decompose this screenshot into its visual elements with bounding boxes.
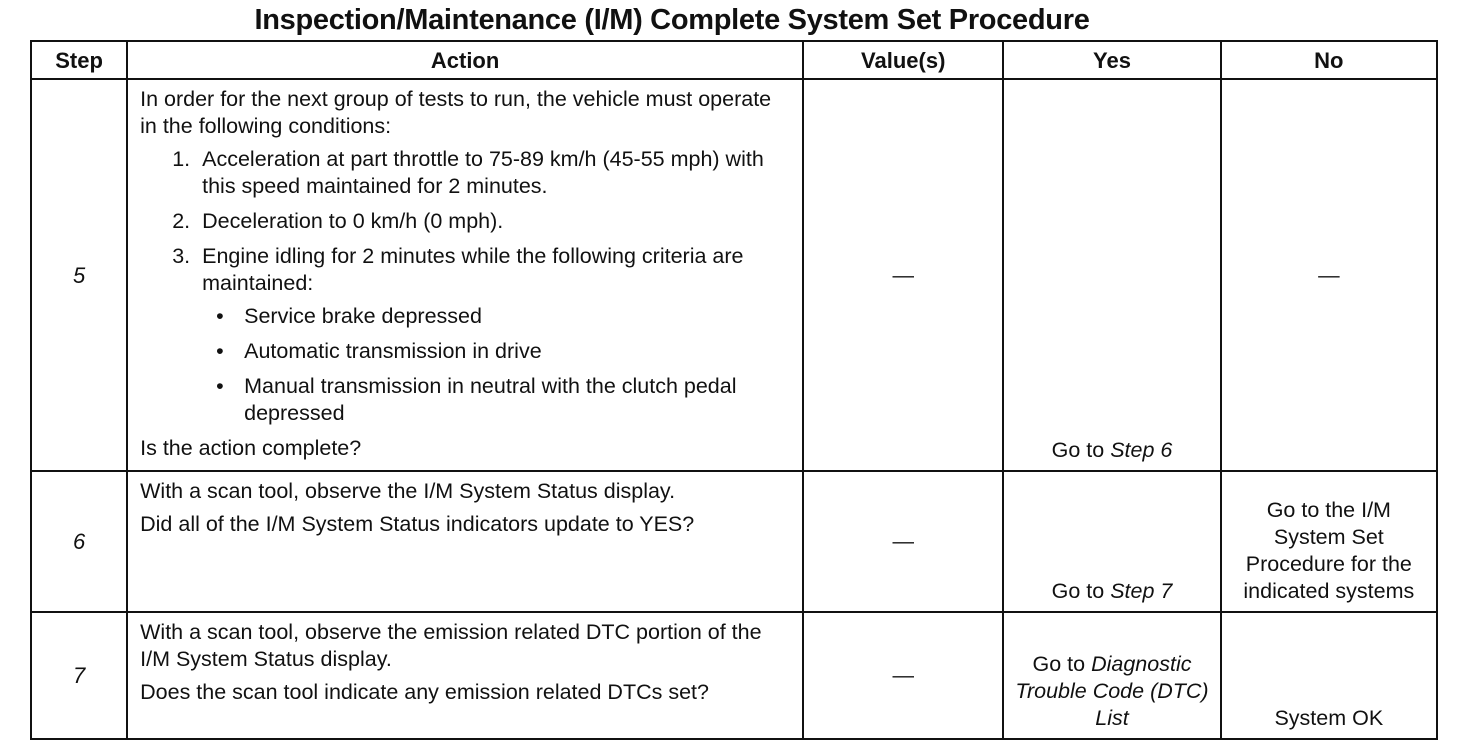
action-cell (127, 471, 803, 612)
yes-prefix: Go to (1051, 438, 1111, 463)
header-no: No (1221, 41, 1437, 79)
step-number: 5 (31, 79, 127, 471)
action-cell (127, 79, 803, 471)
no-cell: Go to the I/M System Set Procedure for the indicated systems (1221, 471, 1437, 612)
yes-step-link: Step 7 (1110, 579, 1173, 604)
no-cell: — (1221, 79, 1437, 471)
criteria-item: • Automatic transmission in drive (216, 339, 542, 364)
bullet-icon: • (216, 304, 224, 329)
value-cell: — (803, 612, 1003, 739)
procedure-table-wrapper (30, 40, 1438, 740)
bullet-icon: • (216, 339, 224, 364)
yes-cell (1003, 79, 1220, 471)
action-intro: In order for the next group of tests to run, the vehicle must operate in the following conditions: (140, 87, 772, 139)
action-instruction: With a scan tool, observe the emission related DTC portion of the I/M System Status display. (140, 620, 762, 672)
criteria-item: • Service brake depressed (216, 304, 482, 329)
header-action: Action (127, 41, 803, 79)
no-cell: System OK (1221, 612, 1437, 739)
yes-step-link: Step 6 (1110, 438, 1173, 463)
condition-item: 2. Deceleration to 0 km/h (0 mph). (196, 208, 790, 235)
action-question: Is the action complete? (140, 436, 362, 461)
header-yes: Yes (1003, 41, 1220, 79)
bullet-icon: • (216, 374, 224, 399)
condition-item (196, 243, 790, 427)
yes-prefix: Go to (1032, 652, 1092, 676)
procedure-table (30, 40, 1438, 740)
condition-item: 1. Acceleration at part throttle to 75-89 km/h (45-55 mph) with this speed maintained for 2 minutes. (196, 146, 790, 200)
table-row (31, 471, 1437, 612)
condition-list (140, 146, 790, 427)
action-instruction: With a scan tool, observe the I/M System Status display. (140, 479, 676, 504)
action-cell (127, 612, 803, 739)
criteria-item: • Manual transmission in neutral with the clutch pedal depressed (216, 374, 737, 426)
table-row (31, 79, 1437, 471)
header-row (31, 41, 1437, 79)
step-number: 7 (31, 612, 127, 739)
header-values: Value(s) (803, 41, 1003, 79)
table-row (31, 612, 1437, 739)
yes-prefix: Go to (1051, 579, 1111, 604)
yes-cell (1003, 471, 1220, 612)
document-title: Inspection/Maintenance (I/M) Complete System Set Procedure (254, 4, 1090, 36)
value-cell: — (803, 79, 1003, 471)
value-cell: — (803, 471, 1003, 612)
yes-cell (1003, 612, 1220, 739)
condition-item-text: Engine idling for 2 minutes while the following criteria are maintained: (202, 244, 744, 296)
step-number: 6 (31, 471, 127, 612)
yes-dtc-list-link: Diagnostic Trouble Code (DTC) List (1015, 652, 1209, 730)
header-step: Step (31, 41, 127, 79)
action-question: Did all of the I/M System Status indicators update to YES? (140, 512, 695, 537)
action-question: Does the scan tool indicate any emission related DTCs set? (140, 680, 709, 705)
criteria-list (202, 303, 790, 427)
